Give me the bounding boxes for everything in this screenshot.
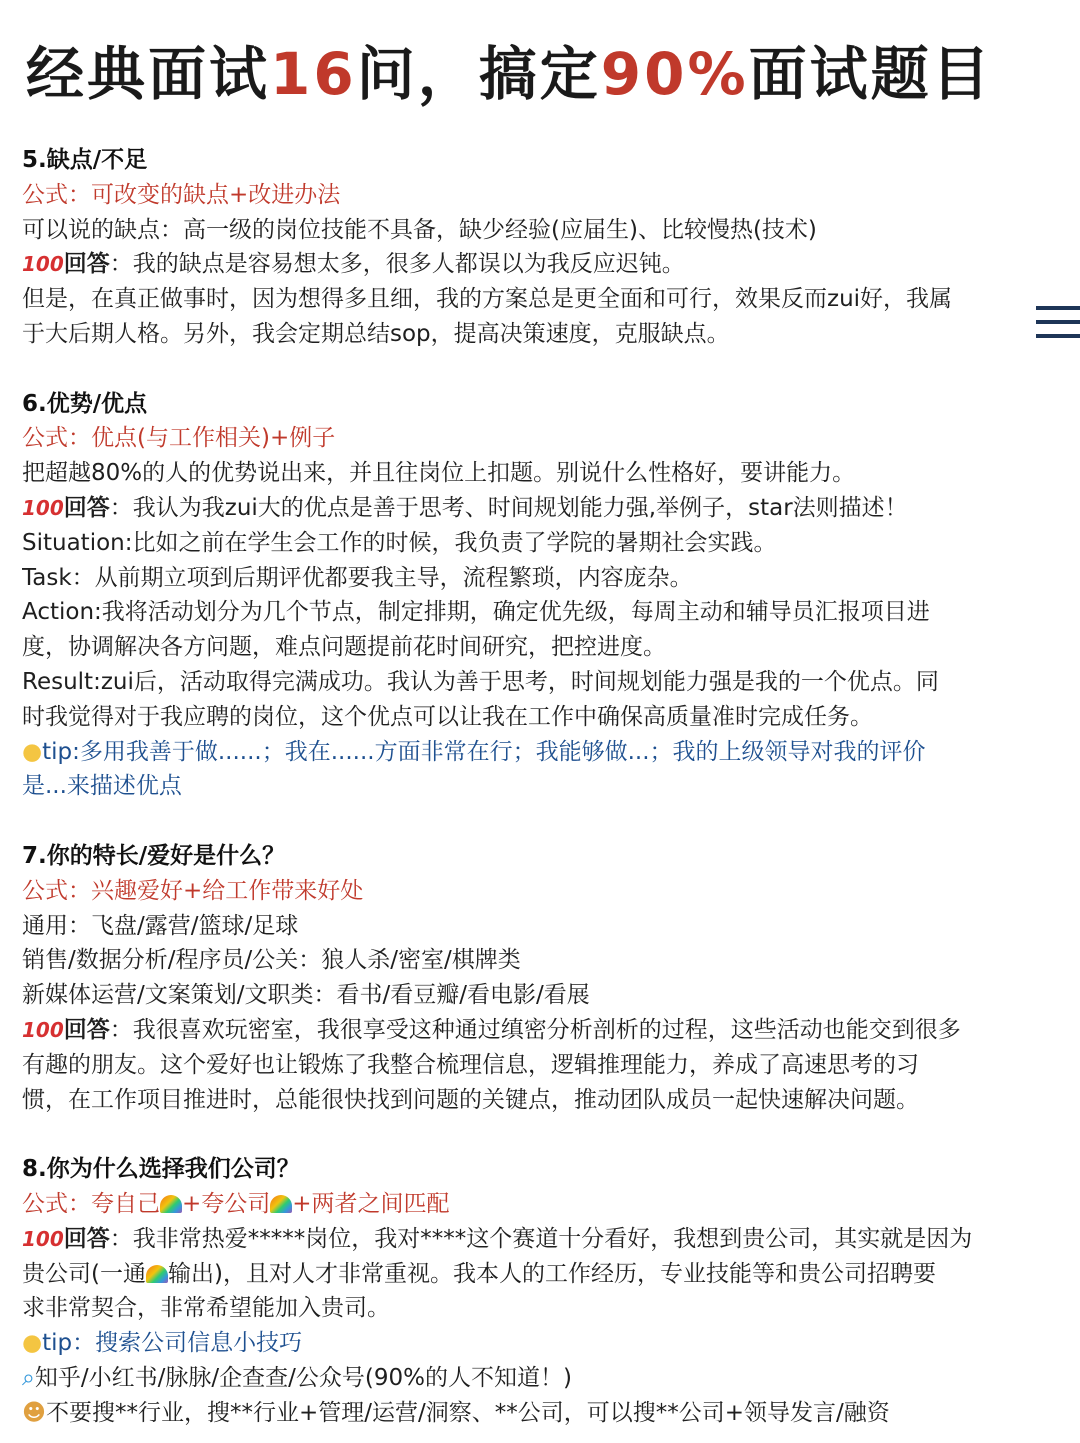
answer-text: ：我很喜欢玩密室，我很享受这种通过缜密分析剖析的过程，这些活动也能交到很多 (109, 1016, 961, 1043)
body-line (22, 1257, 1062, 1292)
body-line: 把超越80%的人的优势说出来，并且往岗位上扣题。别说什么性格好，要讲能力。 (22, 460, 856, 487)
body-line (22, 1396, 1062, 1431)
answer-label: 回答 (63, 251, 110, 278)
formula-line (22, 1187, 1062, 1222)
magnifier-icon: ⌕ (22, 1364, 35, 1391)
tip-line (22, 1326, 1062, 1361)
body-text: 贵公司(一通 (22, 1260, 146, 1287)
answer-text: ：我认为我zui大的优点是善于思考、时间规划能力强,举例子，star法则描述！ (109, 494, 908, 521)
rainbow-icon (160, 1195, 182, 1213)
body-line: Result:zui后，活动取得完满成功。我认为善于思考，时间规划能力强是我的一个优点。同 (22, 668, 939, 695)
body-line: Action:我将活动划分为几个节点，制定排期，确定优先级，每周主动和辅导员汇报项目进 (22, 599, 930, 626)
body-line: 惯，在工作项目推进时，总能很快找到问题的关键点，推动团队成员一起快速解决问题。 (22, 1086, 919, 1113)
answer-text: ：我非常热爱*****岗位，我对****这个赛道十分看好，我想到贵公司，其实就是因为 (109, 1225, 973, 1252)
answer-label: 回答 (63, 1225, 110, 1252)
title-percent: 90% (600, 40, 749, 108)
tip-line: 是...来描述优点 (22, 773, 182, 800)
body-text: 输出)，且对人才非常重视。我本人的工作经历，专业技能等和贵公司招聘要 (167, 1260, 936, 1287)
tip-text: tip：搜索公司信息小技巧 (42, 1330, 303, 1357)
title-text: 面试题目 (748, 40, 993, 108)
person-icon: ☻ (22, 1399, 46, 1426)
title-text: 问，搞定 (356, 40, 601, 108)
hundred-icon: 100 (22, 495, 64, 520)
rainbow-icon (270, 1195, 292, 1213)
answer-label: 回答 (63, 494, 110, 521)
body-line: 有趣的朋友。这个爱好也让锻炼了我整合梳理信息，逻辑推理能力，养成了高速思考的习 (22, 1051, 919, 1078)
lightbulb-icon: ● (22, 1330, 43, 1357)
page-title (26, 34, 1066, 114)
section-heading: 7.你的特长/爱好是什么？ (22, 842, 286, 869)
hundred-icon: 100 (22, 1017, 64, 1042)
body-line: 销售/数据分析/程序员/公关：狼人杀/密室/棋牌类 (22, 947, 521, 974)
lightbulb-icon: ● (22, 738, 43, 765)
formula-text: +夸公司 (182, 1190, 271, 1217)
body-line: 可以说的缺点：高一级的岗位技能不具备，缺少经验(应届生)、比较慢热(技术) (22, 216, 817, 243)
formula-line: 公式：可改变的缺点+改进办法 (22, 181, 341, 208)
body-text: 知乎/小红书/脉脉/企查查/公众号(90%的人不知道！) (34, 1364, 572, 1391)
answer-line (22, 247, 1062, 282)
answer-label: 回答 (63, 1016, 110, 1043)
section-heading: 6.优势/优点 (22, 390, 148, 417)
answer-line (22, 491, 1062, 526)
article-body (22, 143, 1062, 1430)
answer-line (22, 1013, 1062, 1048)
body-text: 不要搜**行业，搜**行业+管理/运营/洞察、**公司，可以搜**公司+领导发言/融资 (45, 1399, 890, 1426)
title-number: 16 (270, 40, 357, 108)
formula-line: 公式：兴趣爱好+给工作带来好处 (22, 877, 364, 904)
formula-line: 公式：优点(与工作相关)+例子 (22, 425, 336, 452)
section-heading: 5.缺点/不足 (22, 147, 148, 173)
body-line: 求非常契合，非常希望能加入贵司。 (22, 1295, 390, 1322)
answer-line (22, 1222, 1062, 1257)
rainbow-icon (146, 1265, 168, 1283)
title-text: 经典面试 (26, 40, 271, 108)
tip-text: tip:多用我善于做......；我在......方面非常在行；我能够做...；我的上级领导对我的评价 (42, 738, 926, 765)
formula-text: +两者之间匹配 (292, 1190, 450, 1217)
body-line: Situation:比如之前在学生会工作的时候，我负责了学院的暑期社会实践。 (22, 529, 777, 556)
body-line: 通用：飞盘/露营/篮球/足球 (22, 912, 299, 939)
body-line (22, 1361, 1062, 1396)
body-line: Task：从前期立项到后期评优都要我主导，流程繁琐，内容庞杂。 (22, 564, 693, 591)
body-line: 时我觉得对于我应聘的岗位，这个优点可以让我在工作中确保高质量准时完成任务。 (22, 703, 873, 730)
answer-text: ：我的缺点是容易想太多，很多人都误以为我反应迟钝。 (109, 251, 685, 278)
hundred-icon: 100 (22, 252, 64, 277)
body-line: 度，协调解决各方问题，难点问题提前花时间研究，把控进度。 (22, 634, 666, 661)
body-line: 新媒体运营/文案策划/文职类：看书/看豆瓣/看电影/看展 (22, 982, 590, 1009)
tip-line (22, 735, 1062, 770)
hundred-icon: 100 (22, 1226, 64, 1251)
section-heading: 8.你为什么选择我们公司？ (22, 1156, 300, 1183)
formula-text: 公式：夸自己 (22, 1190, 160, 1217)
body-line: 但是，在真正做事时，因为想得多且细，我的方案总是更全面和可行，效果反而zui好，我属 (22, 286, 953, 313)
body-line: 于大后期人格。另外，我会定期总结sop，提高决策速度，克服缺点。 (22, 320, 730, 347)
